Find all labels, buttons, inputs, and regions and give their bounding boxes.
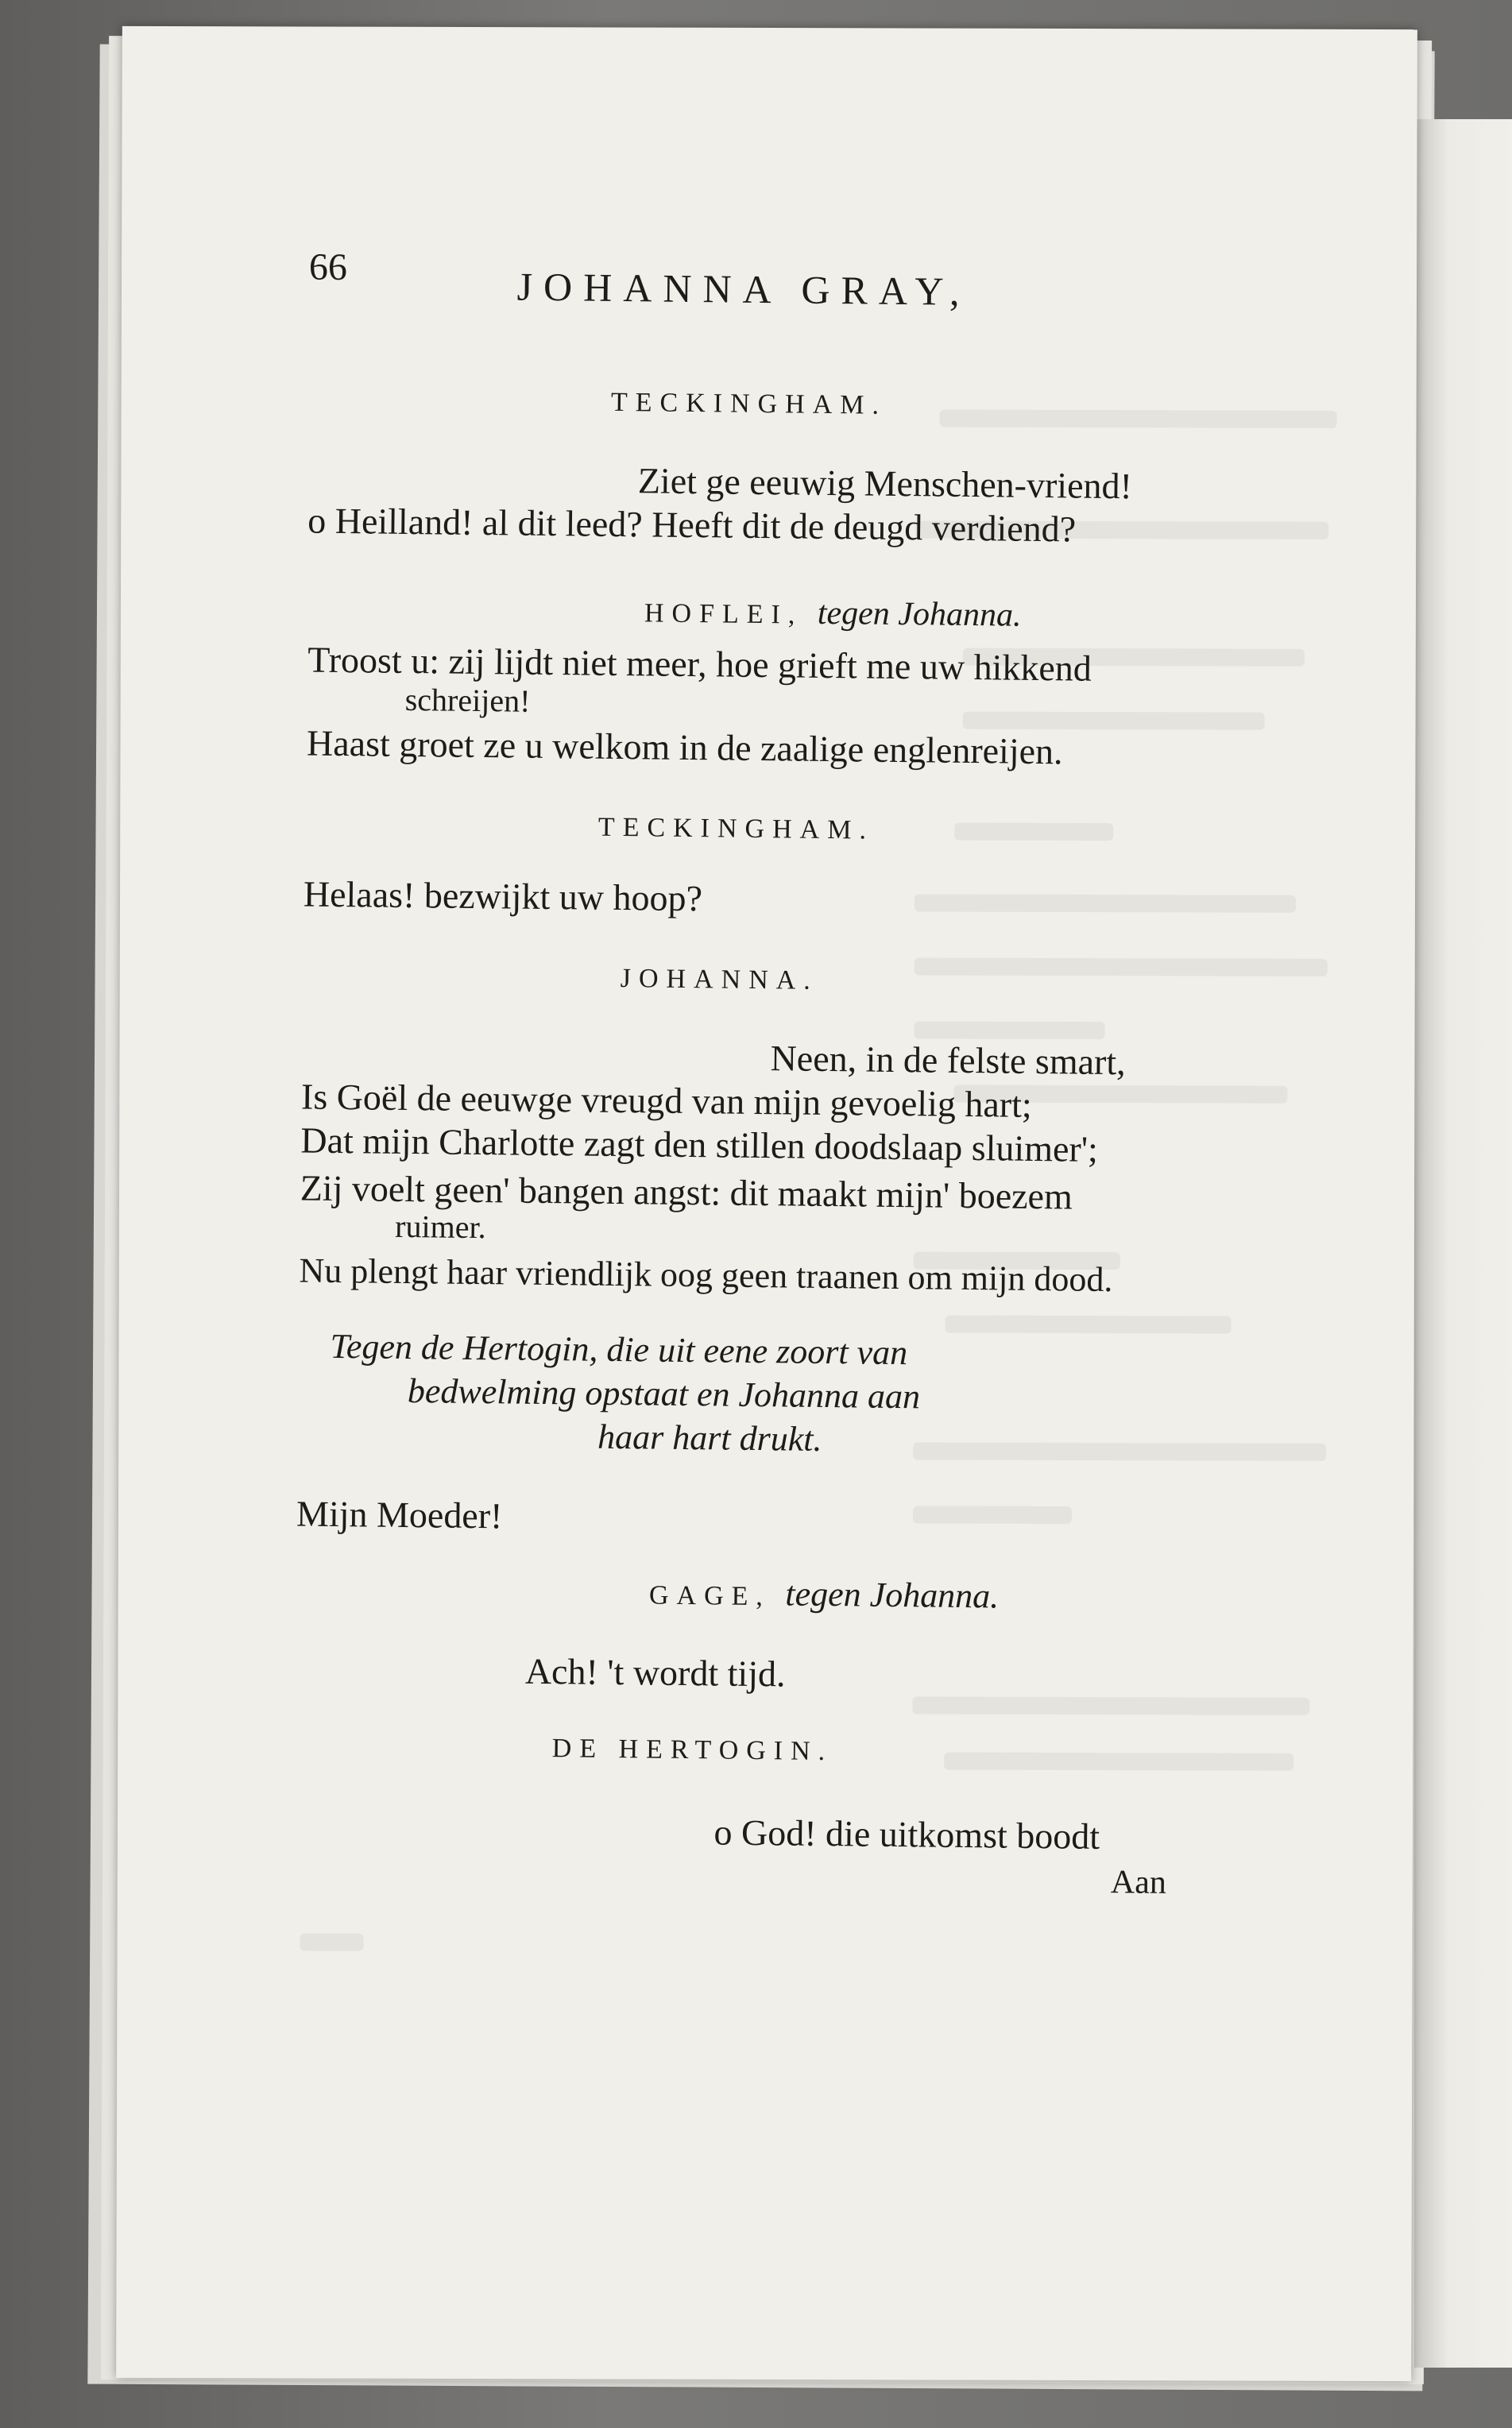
verse-line: schreijen! (404, 681, 531, 719)
speaker-name: TECKINGHAM. (610, 387, 887, 420)
verse-line: ruimer. (394, 1208, 486, 1246)
speaker-name: DE HERTOGIN. (551, 1734, 833, 1767)
speaker-name (644, 592, 1022, 634)
stage-direction: tegen Johanna. (785, 1574, 1000, 1616)
verse-line: Helaas! bezwijkt uw hoop? (303, 873, 703, 919)
speaker-label: HOFLEI, (644, 598, 803, 630)
running-head: JOHANNA GRAY, (516, 264, 971, 314)
page-content (104, 21, 1425, 2387)
verse-line: Dat mijn Charlotte zagt den stillen doodslaap sluimer'; (300, 1119, 1099, 1170)
verse-line: Ach! 't wordt tijd. (524, 1650, 786, 1695)
speaker-name (649, 1572, 1000, 1616)
verse-line: Neen, in de felste smart, (770, 1038, 1126, 1083)
verse-line: o Heilland! al dit leed? Heeft dit de deugd verdiend? (307, 500, 1077, 550)
verse-line: Is Goël de eeuwge vreugd van mijn gevoelig hart; (300, 1076, 1032, 1125)
speaker-label: GAGE, (648, 1580, 771, 1612)
verse-line: Haast groet ze u welkom in de zaalige englenreijen. (306, 722, 1063, 772)
speaker-name: TECKINGHAM. (597, 812, 875, 845)
stage-direction: Tegen de Hertogin, die uit eene zoort van (330, 1326, 908, 1373)
verse-line: Mijn Moeder! (296, 1493, 503, 1537)
stage-direction: haar hart drukt. (597, 1417, 822, 1459)
verse-line: Ziet ge eeuwig Menschen-vriend! (637, 460, 1133, 507)
speaker-name: JOHANNA. (620, 964, 819, 996)
facing-page-edge (1414, 119, 1512, 2368)
page-number: 66 (308, 246, 348, 289)
book-page (116, 26, 1417, 2381)
verse-line: Nu plengt haar vriendlijk oog geen traanen om mijn dood. (299, 1251, 1113, 1300)
stage-direction: tegen Johanna. (817, 594, 1022, 634)
stage-direction: bedwelming opstaat en Johanna aan (407, 1371, 921, 1417)
catchword: Aan (1110, 1864, 1167, 1901)
verse-line: Troost u: zij lijdt niet meer, hoe grieft me uw hikkend (307, 639, 1092, 689)
verse-line: Zij voelt geen' bangen angst: dit maakt mijn' boezem (300, 1167, 1073, 1217)
verse-line: o God! die uitkomst boodt (713, 1811, 1100, 1857)
